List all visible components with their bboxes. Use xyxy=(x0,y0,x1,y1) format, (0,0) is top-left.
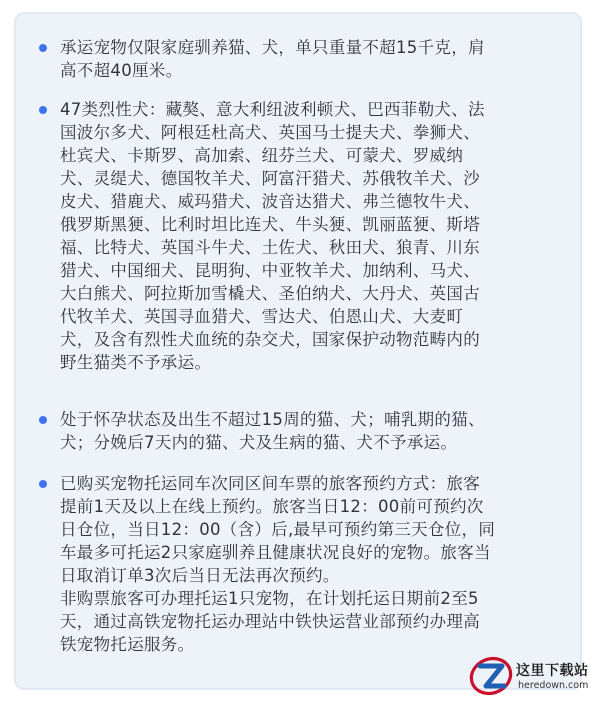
bullet-dot-icon xyxy=(39,480,47,488)
z-logo-icon xyxy=(468,654,514,698)
watermark-url: heredown.com xyxy=(518,680,589,691)
rule-line: 国波尔多犬、阿根廷杜高犬、英国马士提夫犬、拳狮犬、 xyxy=(60,123,480,142)
watermark-logo xyxy=(468,654,598,698)
notice-card xyxy=(14,12,582,690)
rule-line: 47类烈性犬：藏獒、意大利纽波利顿犬、巴西菲勒犬、法 xyxy=(60,100,485,119)
rule-line: 日取消订单3次后当日无法再次预约。 xyxy=(60,566,340,585)
rule-line: 杜宾犬、卡斯罗、高加索、纽芬兰犬、可蒙犬、罗威纳 xyxy=(60,146,464,165)
rule-line: 提前1天及以上在线上预约。旅客当日12：00前可预约次 xyxy=(60,497,484,516)
rule-line: 代牧羊犬、英国寻血猎犬、雪达犬、伯恩山犬、大麦町 xyxy=(60,307,464,326)
rule-item-booking-method xyxy=(60,472,560,656)
rule-line: 大白熊犬、阿拉斯加雪橇犬、圣伯纳犬、大丹犬、英国古 xyxy=(60,284,480,303)
rule-item-pregnancy-age xyxy=(60,408,560,454)
rule-line: 俄罗斯黑㹴、比利时坦比连犬、牛头㹴、凯丽蓝㹴、斯塔 xyxy=(60,215,480,234)
watermark-brand: 这里下载站 xyxy=(516,663,589,679)
rule-line: 天，通过高铁宠物托运办理站中铁快运营业部预约办理高 xyxy=(60,612,480,631)
rule-line: 处于怀孕状态及出生不超过15周的猫、犬；哺乳期的猫、 xyxy=(60,410,485,429)
rule-line: 犬；分娩后7天内的猫、犬及生病的猫、犬不予承运。 xyxy=(60,433,458,452)
bullet-dot-icon xyxy=(39,44,47,52)
rule-line: 日仓位，当日12：00（含）后,最早可预约第三天仓位，同 xyxy=(60,520,496,539)
bullet-dot-icon xyxy=(39,106,47,114)
rule-line: 非购票旅客可办理托运1只宠物，在计划托运日期前2至5 xyxy=(60,589,479,608)
rule-line: 承运宠物仅限家庭驯养猫、犬，单只重量不超15千克，肩 xyxy=(60,38,485,57)
rule-line: 已购买宠物托运同车次同区间车票的旅客预约方式：旅客 xyxy=(60,474,480,493)
rule-line: 野生猫类不予承运。 xyxy=(60,353,212,372)
rule-item-banned-breeds xyxy=(60,98,560,374)
rule-line: 车最多可托运2只家庭驯养且健康状况良好的宠物。旅客当 xyxy=(60,543,491,562)
rule-line: 犬，及含有烈性犬血统的杂交犬，国家保护动物范畴内的 xyxy=(60,330,480,349)
rule-line: 福、比特犬、英国斗牛犬、土佐犬、秋田犬、狼青、川东 xyxy=(60,238,480,257)
rule-line: 犬、灵缇犬、德国牧羊犬、阿富汗猎犬、苏俄牧羊犬、沙 xyxy=(60,169,480,188)
rule-line: 高不超40厘米。 xyxy=(60,61,183,80)
rule-line: 皮犬、猎鹿犬、威玛猎犬、波音达猎犬、弗兰德牧牛犬、 xyxy=(60,192,480,211)
bullet-dot-icon xyxy=(39,416,47,424)
rule-line: 猎犬、中国细犬、昆明狗、中亚牧羊犬、加纳利、马犬、 xyxy=(60,261,480,280)
rule-item-weight-limit xyxy=(60,36,560,82)
rule-line: 铁宠物托运服务。 xyxy=(60,635,195,654)
